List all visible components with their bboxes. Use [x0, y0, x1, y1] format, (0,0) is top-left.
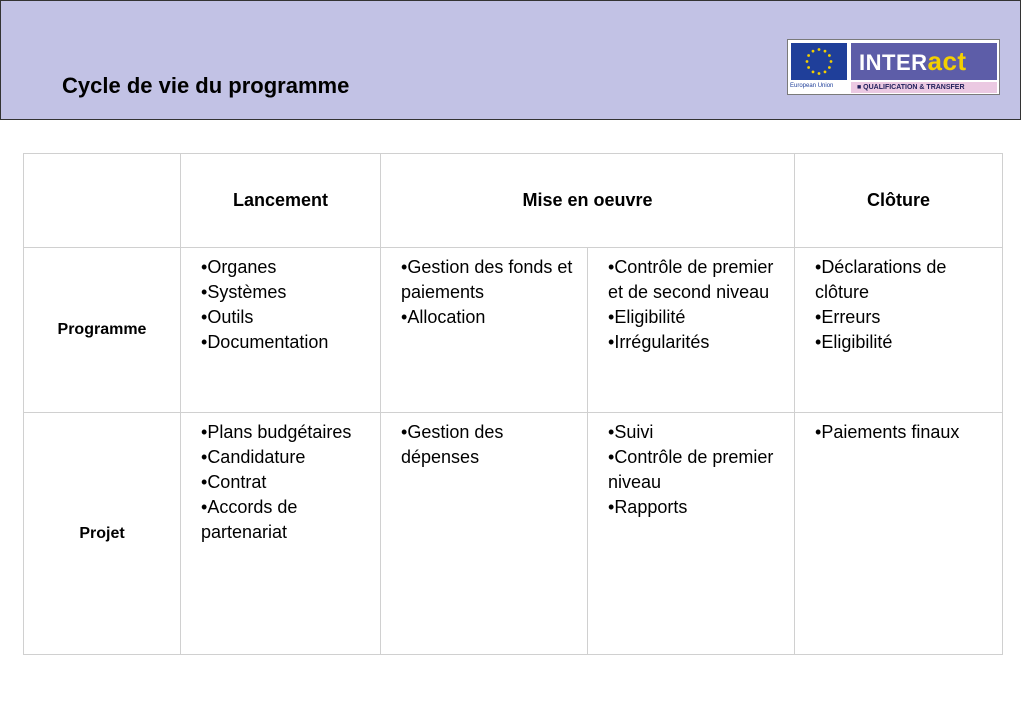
interact-logo — [787, 39, 1000, 95]
eu-label: European Union — [790, 83, 834, 89]
eu-star-icon — [828, 54, 831, 57]
eu-stars-icon — [791, 43, 847, 80]
table-cell — [381, 413, 588, 655]
bullet-list — [795, 248, 1002, 355]
table-cell — [181, 248, 381, 413]
table-row-projet — [24, 413, 1003, 655]
table-cell — [795, 413, 1003, 655]
list-item: • Déclarations de clôture — [815, 255, 990, 305]
list-item: • Plans budgétaires — [201, 420, 368, 445]
column-header-lancement: Lancement — [181, 154, 381, 248]
page-title: Cycle de vie du programme — [62, 73, 350, 98]
table-cell — [795, 248, 1003, 413]
list-item: • Systèmes — [201, 280, 368, 305]
list-item: • Organes — [201, 255, 368, 280]
brand-tagline: ■ QUALIFICATION & TRANSFER — [851, 82, 997, 93]
list-item: • Gestion des dépenses — [401, 420, 575, 470]
eu-star-icon — [807, 54, 810, 57]
eu-star-icon — [818, 72, 821, 75]
eu-star-icon — [824, 50, 827, 53]
list-item: • Paiements finaux — [815, 420, 990, 445]
eu-star-icon — [818, 48, 821, 51]
list-item: • Eligibilité — [815, 330, 990, 355]
list-item: • Irrégularités — [608, 330, 782, 355]
list-item: • Erreurs — [815, 305, 990, 330]
list-item: • Gestion des fonds et paiements — [401, 255, 575, 305]
eu-star-icon — [807, 66, 810, 69]
list-item: • Documentation — [201, 330, 368, 355]
bullet-list — [795, 413, 1002, 445]
list-item: • Contrôle de premier niveau — [608, 445, 782, 495]
eu-star-icon — [828, 66, 831, 69]
eu-star-icon — [812, 70, 815, 73]
list-item: • Candidature — [201, 445, 368, 470]
list-item: • Allocation — [401, 305, 575, 330]
row-label-programme: Programme — [24, 248, 181, 413]
list-item: • Suivi — [608, 420, 782, 445]
table-cell — [588, 413, 795, 655]
eu-star-icon — [824, 70, 827, 73]
list-item: • Contrat — [201, 470, 368, 495]
bullet-list — [588, 413, 794, 520]
table-cell — [181, 413, 381, 655]
list-item: • Rapports — [608, 495, 782, 520]
bullet-list — [381, 413, 587, 470]
corner-cell — [24, 154, 181, 248]
list-item: • Contrôle de premier et de second niveau — [608, 255, 782, 305]
list-item: • Outils — [201, 305, 368, 330]
brand-main: INTER — [859, 50, 928, 75]
table-row-programme — [24, 248, 1003, 413]
column-header-mise-en-oeuvre: Mise en oeuvre — [381, 154, 795, 248]
table-header-row — [24, 154, 1003, 248]
eu-flag-icon — [791, 43, 847, 80]
brand-accent: act — [927, 46, 967, 76]
table-cell — [381, 248, 588, 413]
list-item: • Accords de partenariat — [201, 495, 368, 545]
slide-header — [0, 0, 1021, 120]
row-label-projet: Projet — [24, 413, 181, 655]
brand-wordmark — [859, 46, 967, 77]
bullet-list — [588, 248, 794, 355]
eu-star-icon — [806, 60, 809, 63]
brand-band — [851, 43, 997, 80]
bullet-list — [181, 413, 380, 545]
list-item: • Eligibilité — [608, 305, 782, 330]
lifecycle-table — [23, 153, 1003, 655]
eu-star-icon — [812, 50, 815, 53]
table-cell — [588, 248, 795, 413]
eu-star-icon — [830, 60, 833, 63]
column-header-cloture: Clôture — [795, 154, 1003, 248]
bullet-list — [181, 248, 380, 355]
bullet-list — [381, 248, 587, 330]
